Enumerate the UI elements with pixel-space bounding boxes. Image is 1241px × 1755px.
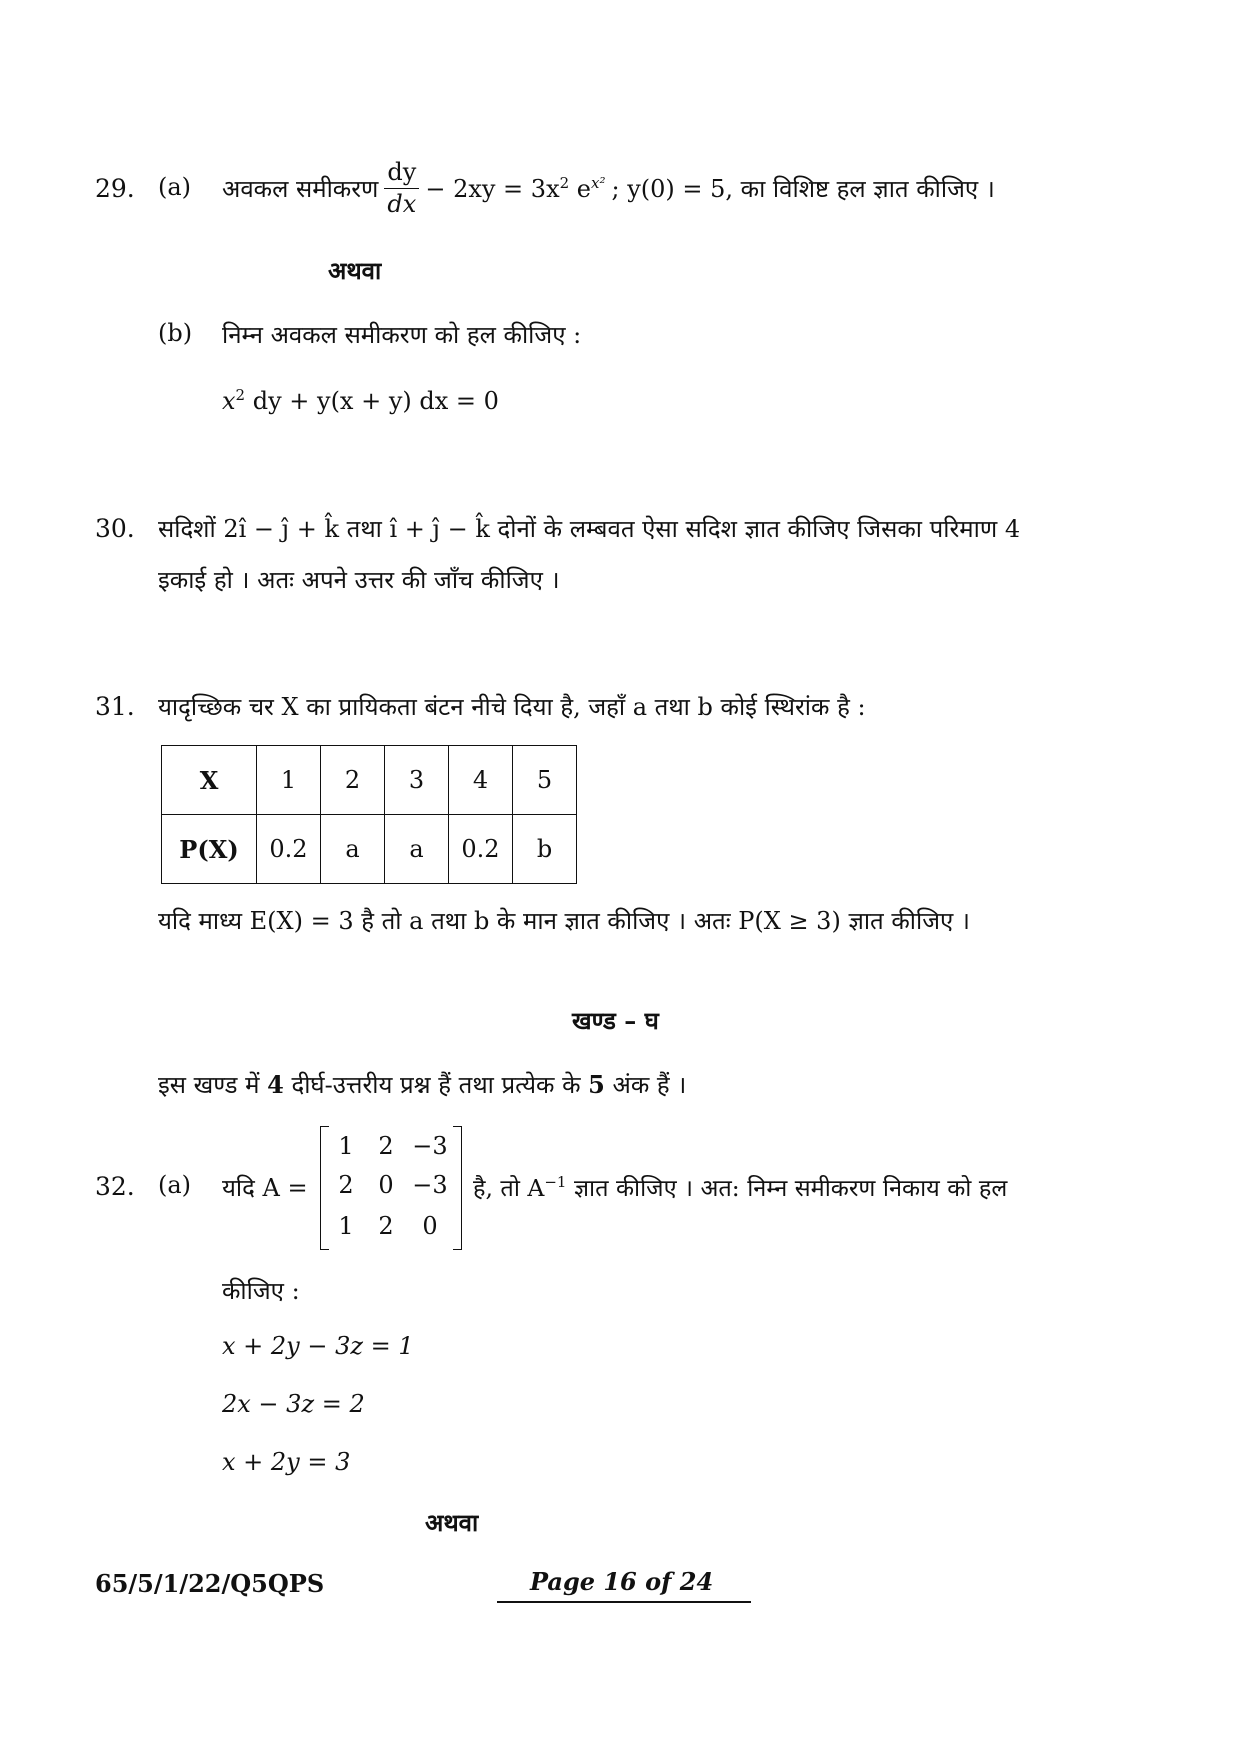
- section-intro-post: अंक हैं ।: [604, 1071, 687, 1099]
- q29-eq-mid-text: − 2xy = 3x: [425, 174, 560, 203]
- section-intro: [158, 1068, 686, 1101]
- q32-part-a-label: (a): [158, 1171, 192, 1199]
- q32-or: अथवा: [425, 1508, 479, 1537]
- q30-line1: सदिशों 2î − ĵ + k̂ तथा î + ĵ − k̂ दोनों के लम्बवत ऐसा सदिश ज्ञात कीजिए जिसका परिमाण 4: [158, 515, 1021, 543]
- q32-equation-3: x + 2y = 3: [222, 1448, 351, 1476]
- matrix-cell: 2: [378, 1132, 394, 1160]
- q29-eq-mid: [425, 174, 605, 203]
- q30-number: 30.: [95, 514, 135, 543]
- table-cell: 4: [449, 746, 513, 815]
- matrix-cell: −3: [412, 1171, 448, 1199]
- matrix-cell: 1: [338, 1212, 354, 1240]
- q29-a-prefix: अवकल समीकरण: [222, 174, 379, 203]
- q29-b-exp: 2: [235, 386, 246, 404]
- q32-a-prefix: यदि A =: [222, 1174, 308, 1202]
- page-number-underline: [497, 1601, 751, 1603]
- q31-number: 31.: [95, 692, 135, 721]
- q29-number: 29.: [95, 174, 135, 203]
- q32-a-post-exp: −1: [544, 1173, 567, 1192]
- table-cell: 3: [385, 746, 449, 815]
- q30-line2: इकाई हो । अतः अपने उत्तर की जाँच कीजिए ।: [158, 566, 560, 594]
- section-title: खण्ड – घ: [572, 1006, 659, 1035]
- section-intro-mid: दीर्घ-उत्तरीय प्रश्न हैं तथा प्रत्येक के: [283, 1071, 589, 1099]
- q32-a-suffix: [473, 1171, 1007, 1203]
- matrix-right-bracket: [453, 1126, 462, 1250]
- section-intro-num2: 5: [588, 1070, 605, 1099]
- matrix-cell: 2: [378, 1212, 394, 1240]
- section-intro-pre: इस खण्ड में: [158, 1071, 268, 1099]
- matrix-cell: −3: [412, 1132, 448, 1160]
- q32-continuation: कीजिए :: [222, 1277, 300, 1305]
- q29-part-b-equation: [222, 386, 499, 415]
- table-cell: 0.2: [449, 815, 513, 884]
- table-cell: a: [321, 815, 385, 884]
- probability-distribution-table: [161, 745, 577, 884]
- q29-part-a-text: [222, 158, 995, 218]
- q29-part-b-text: निम्न अवकल समीकरण को हल कीजिए :: [222, 321, 582, 349]
- table-cell: 2: [321, 746, 385, 815]
- table-cell: 1: [257, 746, 321, 815]
- q29-derivative-fraction: [384, 159, 419, 217]
- q31-text: यादृच्छिक चर X का प्रायिकता बंटन नीचे दिया है, जहाँ a तथा b कोई स्थिरांक है :: [158, 693, 866, 721]
- q29-b-x: x: [222, 387, 236, 415]
- q29-a-suffix: ; y(0) = 5, का विशिष्ट हल ज्ञात कीजिए ।: [611, 174, 995, 203]
- table-cell: b: [513, 815, 577, 884]
- q29-part-a-label: (a): [158, 173, 192, 201]
- q29-or: अथवा: [328, 256, 382, 285]
- q32-number: 32.: [95, 1172, 135, 1201]
- q31-after-text: यदि माध्य E(X) = 3 है तो a तथा b के मान ज्ञात कीजिए । अतः P(X ≥ 3) ज्ञात कीजिए ।: [158, 907, 971, 935]
- matrix-cell: 0: [378, 1171, 394, 1199]
- q29-b-rest: dy + y(x + y) dx = 0: [245, 387, 499, 415]
- q29-frac-num: dy: [384, 159, 419, 188]
- q29-frac-den: dx: [387, 189, 417, 218]
- q32-equation-2: 2x − 3z = 2: [222, 1390, 365, 1418]
- q32-a-post-1: है, तो A: [473, 1174, 545, 1202]
- q32-a-post-2: ज्ञात कीजिए । अत: निम्न समीकरण निकाय को हल: [566, 1174, 1008, 1202]
- table-head-px: P(X): [162, 815, 257, 884]
- matrix-cell: 1: [338, 1132, 354, 1160]
- q29-part-b-label: (b): [158, 319, 193, 347]
- table-row-x: [162, 746, 577, 815]
- table-cell: 5: [513, 746, 577, 815]
- q29-eq-e: e: [569, 174, 591, 203]
- q32-equation-1: x + 2y − 3z = 1: [222, 1332, 414, 1360]
- q29-eq-exp: 2: [559, 173, 570, 192]
- section-intro-num1: 4: [267, 1070, 284, 1099]
- matrix-cell: 2: [338, 1171, 354, 1199]
- table-cell: 0.2: [257, 815, 321, 884]
- page-number: Page 16 of 24: [530, 1567, 714, 1596]
- table-head-x: X: [162, 746, 257, 815]
- table-row-px: [162, 815, 577, 884]
- q29-eq-e-exp: x²: [591, 173, 606, 192]
- matrix-a: [320, 1126, 462, 1248]
- paper-code: 65/5/1/22/Q5QPS: [95, 1569, 325, 1598]
- matrix-cell: 0: [422, 1212, 438, 1240]
- table-cell: a: [385, 815, 449, 884]
